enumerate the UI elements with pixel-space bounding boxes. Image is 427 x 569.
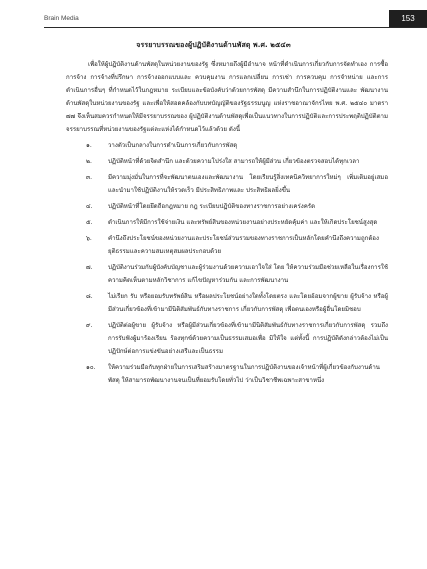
list-item [66, 261, 388, 287]
item-number: ๓. [86, 174, 93, 181]
list-item [66, 232, 388, 258]
item-number: ๘. [86, 293, 93, 300]
list-item [66, 361, 388, 387]
document-body [66, 58, 388, 390]
item-number: ๒. [86, 158, 92, 165]
item-number: ๕. [86, 219, 93, 226]
list-item [66, 319, 388, 358]
list-item [66, 155, 388, 168]
list-item [66, 216, 388, 229]
item-number: ๖. [86, 235, 92, 242]
item-text: ให้ความร่วมมือกับทุกฝ่ายในการเสริมสร้างมาตรฐานในการปฏิบัติงานของเจ้าหน้าที่ผู้เกี่ยวข้องกับงานด้านพัสดุ ให้สามารถพัฒนางานจนเป็นที่ยอมรับโดยทั่วไป ว่าเป็นวิชาชีพเฉพาะสาขาหนึ่ง [108, 364, 380, 384]
intro-paragraph: เพื่อให้ผู้ปฏิบัติงานด้านพัสดุในหน่วยงานของรัฐ ซึ่งหมายถึงผู้มีอำนาจ หน้าที่ดำเนินการเกี่ยวกับการจัดทำเอง การซื้อ การจ้าง การจ้างที่ปรึกษา การจ้างออกแบบและ ควบคุมงาน การแลกเปลี่ยน การเช่า การควบคุม การจำหน่าย และการดำเนินการอื่นๆ ที่กำหนดไว้ในกฎหมาย ระเบียบและข้อบังคับว่าด้วยการพัสดุ มีความสำนึกในการปฏิบัติงานและ พัฒนางานด้านพัสดุในหน่วยงานของรัฐ และเพื่อให้สอดคล้องกับบทบัญญัติของรัฐธรรมนูญ แห่งราชอาณาจักรไทย พ.ศ. ๒๕๔๐ มาตรา ๗๗ จึงเห็นสมควรกำหนดให้มีจรรยาบรรณของ ผู้ปฏิบัติงานด้านพัสดุเพื่อเป็นแนวทางในการปฏิบัติและการประพฤติปฏิบัติตาม จรรยาบรรณที่หน่วยงานของรัฐแต่ละแห่งได้กำหนดไว้แล้วด้วย ดังนี้ [66, 61, 388, 133]
item-text: ปฏิบัติงานร่วมกับผู้บังคับบัญชาและผู้ร่วมงานด้วยความเอาใจใส่ โดย ให้ความร่วมมือช่วยเหลือในเรื่องการใช้ความคิดเห็นตามหลักวิชาการ แก้ไขปัญหาร่วมกัน และการพัฒนางาน [108, 264, 388, 284]
item-text: คำนึงถึงประโยชน์ของหน่วยงานและประโยชน์ส่วนรวมของทางราชการเป็นหลักโดยคำนึงถึงความถูกต้อง ยุติธรรมและความสมเหตุสมผลประกอบด้วย [108, 235, 379, 255]
item-number: ๑. [86, 142, 92, 149]
item-text: ปฏิบัติหน้าที่ด้วยจิตสำนึก และด้วยความโปร่งใส สามารถให้ผู้มีส่วน เกี่ยวข้องตรวจสอบได้ทุกเวลา [108, 158, 360, 165]
list-item [66, 200, 388, 213]
list-item [66, 139, 388, 152]
item-text: มีความมุ่งมั่นในการที่จะพัฒนาตนเองและพัฒนางาน โดยเรียนรู้สิ่งเทคนิควิทยาการใหม่ๆ เพิ่มเติมอยู่เสมอ และนำมาใช้ปฏิบัติงานให้รวดเร็ว มีประสิทธิภาพและ ประสิทธิผลยิ่งขึ้น [108, 174, 388, 194]
item-number: ๙. [86, 322, 93, 329]
item-text: ปฏิบัติต่อผู้ขาย ผู้รับจ้าง หรือผู้มีส่วนเกี่ยวข้องที่เข้ามามีนิติสัมพันธ์กับทางราชการเกี่ยวกับการพัสดุ รวมถึงการรับฟังผู้มาร้องเรียน ร้องทุกข์ด้วยความเป็นธรรมเสมอเพื่อ มิให้ใจ แต่ทั้งนี้ การปฏิบัติดังกล่าวต้องไม่เป็นปฏิปักษ์ต่อการแข่งขันอย่างเสรีและเป็นธรรม [108, 322, 388, 355]
brand-label: Brain Media [44, 15, 79, 22]
list-item [66, 290, 388, 316]
item-number: ๑๐. [86, 364, 96, 371]
item-text: ปฏิบัติหน้าที่โดยยึดถือกฎหมาย กฎ ระเบียบปฏิบัติของทางราชการอย่างเคร่งครัด [108, 203, 316, 210]
item-text: ดำเนินการให้มีการใช้จ่ายเงิน และทรัพย์สินของหน่วยงานอย่างประหยัดคุ้มค่า และให้เกิดประโยชน์สูงสุด [108, 219, 378, 226]
item-text: ไม่เรียก รับ หรือยอมรับทรัพย์สิน หรือผลประโยชน์อย่างใดทั้งโดยตรง และโดยอ้อมจากผู้ขาย ผู้รับจ้าง หรือผู้มีส่วนเกี่ยวข้องที่เข้ามามีนิติสัมพันธ์กับทางราชการ เกี่ยวกับการพัสดุ เพื่อตนเองหรือผู้อื่นโดยมิชอบ [108, 293, 388, 313]
item-number: ๔. [86, 203, 93, 210]
list-item [66, 171, 388, 197]
document-title: จรรยาบรรณของผู้ปฏิบัติงานด้านพัสดุ พ.ศ. ๒๕๔๓ [136, 41, 291, 49]
item-text: วางตัวเป็นกลางในการดำเนินการเกี่ยวกับการพัสดุ [108, 142, 238, 149]
page-number-badge: 153 [389, 10, 427, 27]
item-number: ๗. [86, 264, 93, 271]
header-rule [44, 27, 427, 28]
